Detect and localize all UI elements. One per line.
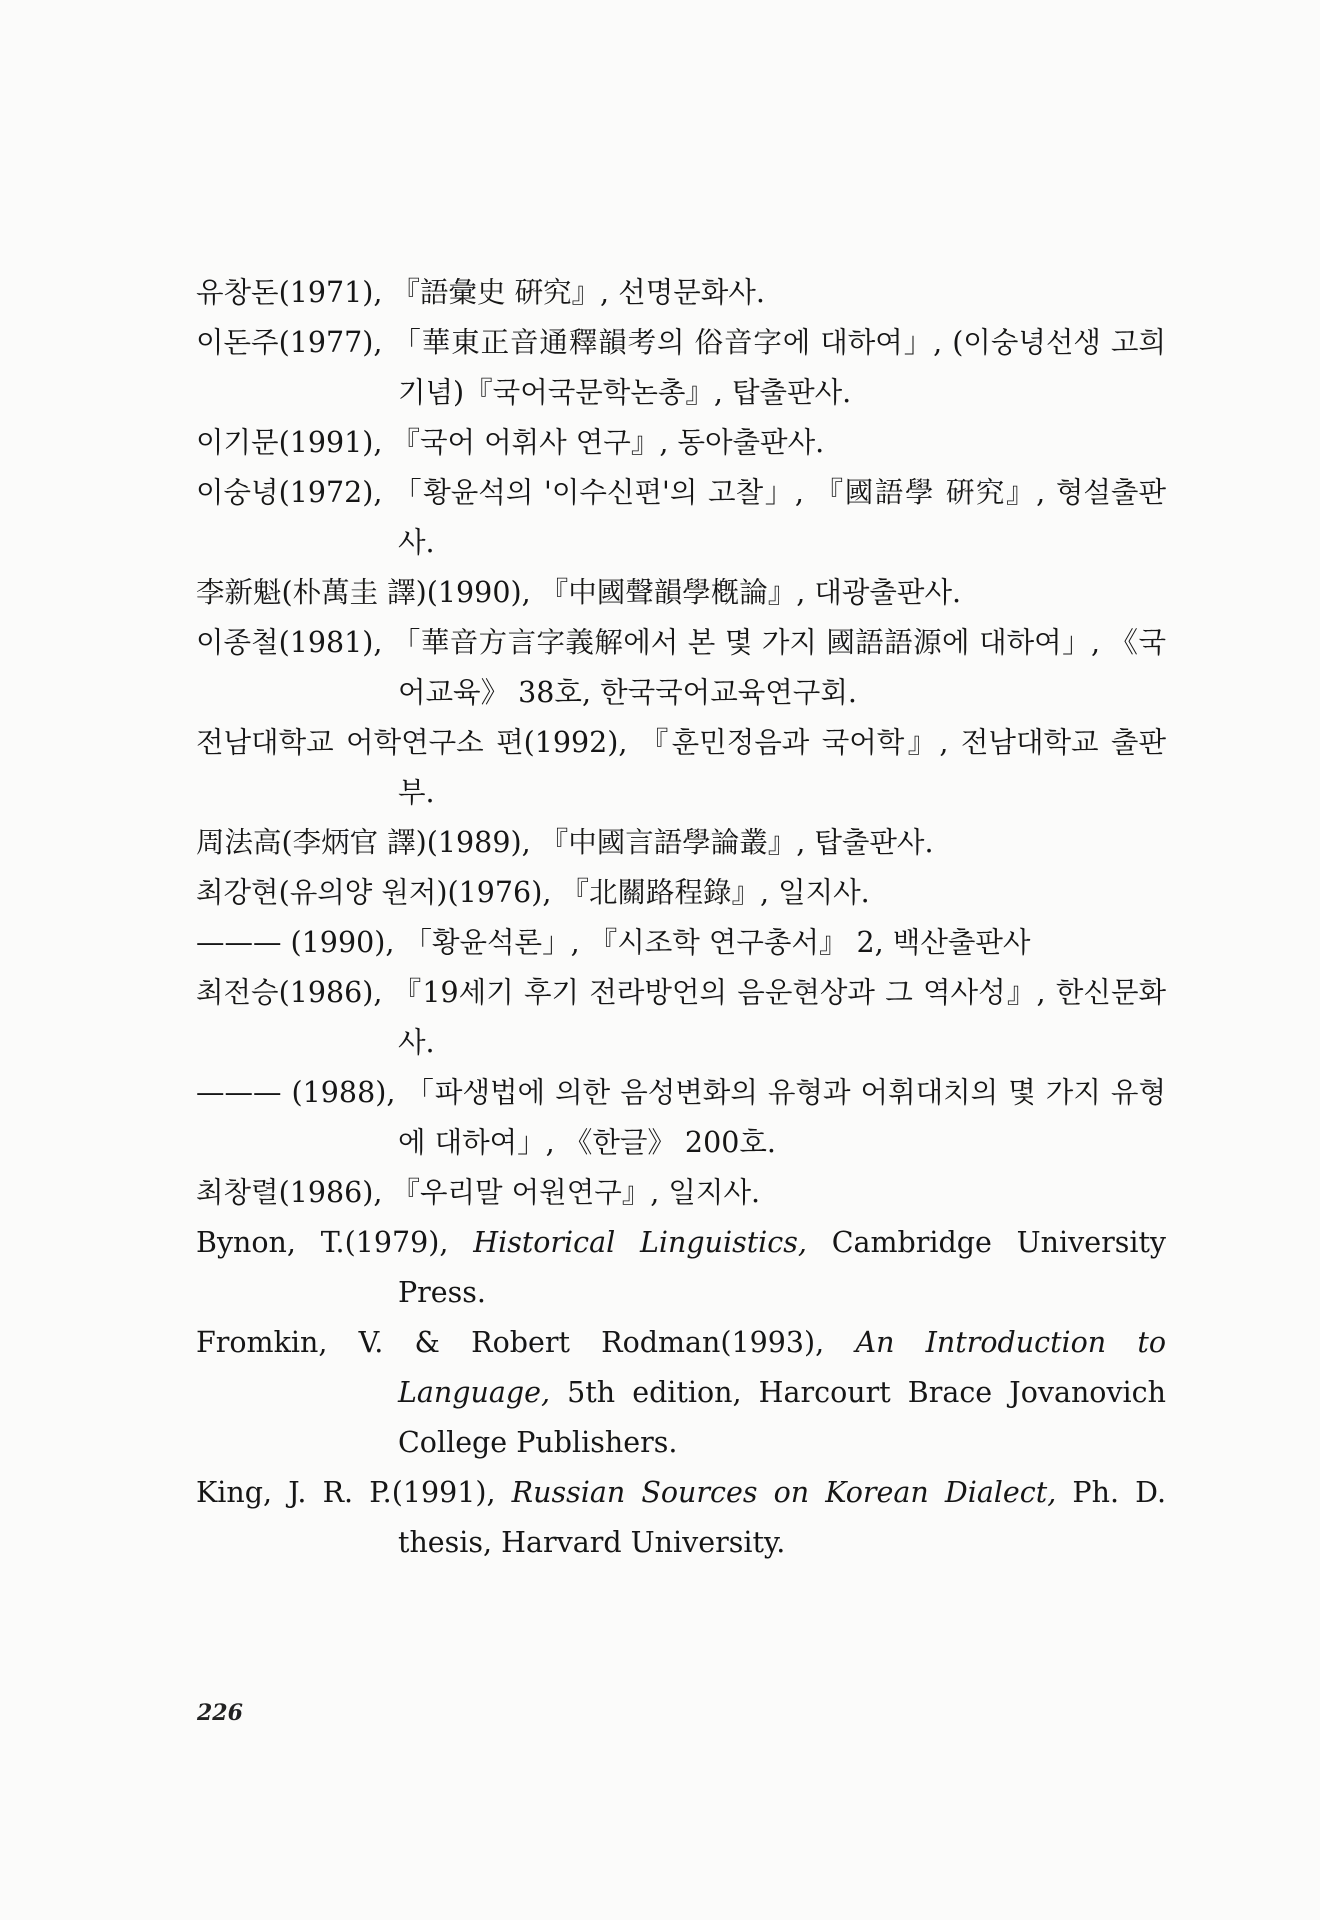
reference-author: 周法高(李炳官 譯)(1989), [196, 826, 531, 859]
reference-entry [196, 618, 1166, 718]
reference-publisher: Ph. D. thesis, Harvard University. [398, 1476, 1167, 1559]
reference-entry [196, 318, 1166, 418]
reference-title: 『19세기 후기 전라방언의 음운현상과 그 역사성』, [392, 976, 1046, 1009]
page-number: 226 [197, 1700, 243, 1726]
reference-author: 이종철(1981), [196, 626, 383, 659]
reference-author: 최강현(유의양 원저)(1976), [196, 876, 552, 909]
reference-title: 『훈민정음과 국어학』, [639, 726, 949, 759]
reference-publisher: 《국어교육》 38호, 한국국어교육연구회. [398, 626, 1166, 709]
reference-author: 이숭녕(1972), [196, 476, 383, 509]
reference-entry [196, 1068, 1166, 1168]
reference-entry [196, 568, 1166, 618]
reference-author: 최전승(1986), [196, 976, 383, 1009]
reference-publisher: 일지사. [668, 1176, 761, 1209]
reference-publisher: 한신문화사. [398, 976, 1167, 1059]
reference-entry [196, 818, 1166, 868]
reference-title: 「황윤석론」, [403, 926, 580, 959]
reference-title: An Introduction to Language, [398, 1326, 1166, 1409]
reference-list [196, 268, 1166, 1568]
reference-publisher: 대광출판사. [814, 576, 962, 609]
reference-author: 이기문(1991), [196, 426, 383, 459]
reference-entry [196, 1318, 1166, 1468]
reference-entry [196, 718, 1166, 818]
reference-publisher: 동아출판사. [677, 426, 825, 459]
reference-author: 최창렬(1986), [196, 1176, 383, 1209]
reference-author: Fromkin, V. & Robert Rodman(1993), [196, 1326, 825, 1359]
reference-entry [196, 968, 1166, 1068]
reference-entry [196, 1168, 1166, 1218]
reference-publisher: 『시조학 연구총서』 2, 백산출판사 [588, 926, 1031, 959]
reference-publisher: (이숭녕선생 고희기념)『국어국문학논총』, 탑출판사. [398, 326, 1166, 409]
reference-publisher: 선명문화사. [618, 276, 765, 309]
reference-author: 전남대학교 어학연구소 편(1992), [196, 726, 628, 759]
reference-author: ——— (1990), [196, 926, 395, 959]
reference-author: King, J. R. P.(1991), [196, 1476, 496, 1509]
reference-entry [196, 1218, 1166, 1318]
reference-entry [196, 418, 1166, 468]
reference-entry [196, 268, 1166, 318]
reference-publisher: 5th edition, Harcourt Brace Jovanovich College Publishers. [398, 1376, 1166, 1459]
reference-entry [196, 468, 1166, 568]
reference-title: Historical Linguistics, [473, 1226, 807, 1259]
reference-author: 이돈주(1977), [196, 326, 383, 359]
reference-title: 『中國聲韻學槪論』, [539, 576, 806, 609]
reference-author: 李新魁(朴萬圭 譯)(1990), [196, 576, 531, 609]
reference-publisher: 일지사. [778, 876, 870, 909]
reference-title: 『語彙史 硏究』, [391, 276, 610, 309]
reference-title: 「華東正音通釋韻考의 俗音字에 대하여」, [392, 326, 943, 359]
reference-author: Bynon, T.(1979), [196, 1226, 449, 1259]
reference-entry [196, 1468, 1166, 1568]
reference-entry [196, 868, 1166, 918]
reference-title: 『北關路程錄』, [560, 876, 769, 909]
reference-author: 유창돈(1971), [196, 276, 383, 309]
reference-title: 『中國言語學論叢』, [539, 826, 806, 859]
reference-title: 『국어 어휘사 연구』, [391, 426, 669, 459]
reference-entry [196, 918, 1166, 968]
reference-publisher: 전남대학교 출판부. [398, 726, 1166, 809]
reference-title: 「황윤석의 '이수신편'의 고찰」, [393, 476, 804, 509]
reference-title: 『우리말 어원연구』, [391, 1176, 660, 1209]
reference-publisher: 탑출판사. [814, 826, 934, 859]
reference-title: Russian Sources on Korean Dialect, [511, 1476, 1057, 1509]
reference-publisher: Cambridge University Press. [398, 1226, 1167, 1309]
reference-title: 「華音方言字義解에서 본 몇 가지 國語語源에 대하여」, [391, 626, 1101, 659]
reference-publisher: 『國語學 硏究』, 형설출판사. [398, 476, 1166, 559]
reference-author: ——— (1988), [196, 1076, 396, 1109]
reference-publisher: 《한글》 200호. [563, 1126, 776, 1159]
reference-title: 「파생법에 의한 음성변화의 유형과 어휘대치의 몇 가지 유형에 대하여」, [398, 1076, 1166, 1159]
